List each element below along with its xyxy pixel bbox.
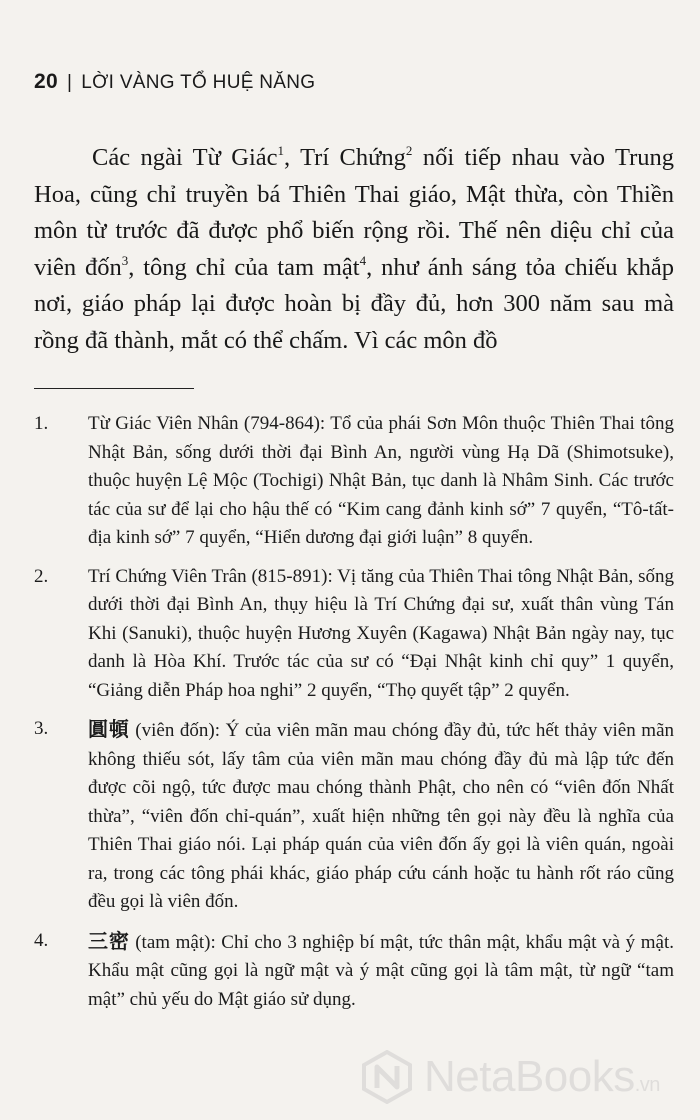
footnote-text: (viên đốn): Ý của viên mãn mau chóng đầy đủ, tức hết thảy viên mãn không thiếu sót, lấy tâm của viên mãn mau chóng đầy đủ mà lập tức đến được cõi ngộ, tức được mau chóng thành Phật, cho nên có “viên đốn Nhất thừa”, “viên đốn chỉ-quán”, xuất hiện những tên gọi này đều là nghĩa của Thiên Thai giáo nói. Lại pháp quán của viên đốn ấy gọi là viên quán, ngoài ra, trong các tông phái khác, giáo pháp cứu cánh hoặc tu hành rốt ráo cũng đều gọi là viên đốn. [88, 720, 675, 912]
footnote-3 [34, 715, 674, 917]
footnote-2 [34, 563, 674, 706]
netabooks-logo-icon [360, 1050, 414, 1104]
footnote-ref-4: 4 [359, 252, 367, 268]
page-number: 20 [34, 70, 58, 93]
watermark-suffix: .vn [634, 1074, 660, 1096]
body-segment: , tông chỉ của tam mật [128, 253, 360, 281]
footnote-1 [34, 410, 674, 553]
footnote-divider [34, 388, 194, 389]
footnote-text: Trí Chứng Viên Trân (815-891): Vị tăng của Thiên Thai tông Nhật Bản, sống dưới thời đại Bình An, thụy hiệu là Trí Chứng đại sư, xuất thân vùng Tán Khi (Sanuki), thuộc huyện Hương Xuyên (Kagawa) Nhật Bản ngày nay, tục danh là Hòa Khí. Trước tác của sư có “Đại Nhật kinh chỉ quy” 1 quyển, “Giảng diễn Pháp hoa nghi” 2 quyển, “Thọ quyết tập” 2 quyển. [88, 565, 674, 701]
header-separator: | [66, 72, 73, 93]
footnote-ref-2: 2 [405, 143, 413, 158]
watermark-brand: NetaBooks [424, 1052, 635, 1101]
footnote-ref-3: 3 [121, 252, 129, 268]
footnotes [34, 410, 674, 1024]
body-segment: , như ánh sáng tỏa chiếu khắp nơi, giáo pháp lại được hoàn bị đầy đủ, hơn 300 năm sau mà rồng đã thành, mắt có thể chấm. Vì các môn đồ [34, 253, 674, 354]
footnote-ref-1: 1 [277, 143, 284, 158]
footnote-text: (tam mật): Chỉ cho 3 nghiệp bí mật, tức thân mật, khẩu mật và ý mật. Khẩu mật cũng gọi là ngữ mật và ý mật cũng gọi là tâm mật, từ ngữ “tam mật” chủ yếu do Mật giáo sử dụng. [88, 931, 674, 1010]
watermark [360, 1050, 660, 1104]
body-segment: , Trí Chứng [284, 144, 406, 171]
body-segment: nối tiếp nhau vào Trung Hoa, cũng chỉ truyền bá Thiên Thai giáo, Mật thừa, còn Thiền môn từ trước đã được phổ biến rộng rồi. Thế nên diệu chỉ của viên đốn [34, 144, 674, 281]
footnote-body [88, 927, 674, 1015]
han-term: 三密 [88, 928, 130, 953]
han-term: 圓頓 [88, 717, 130, 741]
main-paragraph [34, 140, 674, 359]
footnote-number: 1. [34, 413, 49, 434]
footnote-4 [34, 927, 674, 1015]
book-title: LỜI VÀNG TỔ HUỆ NĂNG [81, 72, 316, 93]
footnote-text: Từ Giác Viên Nhân (794-864): Tổ của phái Sơn Môn thuộc Thiên Thai tông Nhật Bản, sống dưới thời đại Bình An, người vùng Hạ Dã (Shimotsuke), thuộc huyện Lệ Mộc (Tochigi) Nhật Bản, tục danh là Nhâm Sinh. Các trước tác của sư để lại cho hậu thế có “Kim cang đảnh kinh sớ” 7 quyển, “Tô-tất-địa kinh sớ” 7 quyển, “Hiển dương đại giới luận” 8 quyển. [88, 413, 674, 548]
footnote-number: 2. [34, 565, 49, 587]
body-segment: Các ngài Từ Giác [92, 144, 278, 171]
footnote-number: 3. [34, 718, 49, 739]
watermark-text [424, 1052, 660, 1102]
footnote-number: 4. [34, 929, 49, 951]
paragraph [34, 140, 674, 359]
running-header [34, 70, 315, 94]
footnote-body [88, 715, 674, 917]
